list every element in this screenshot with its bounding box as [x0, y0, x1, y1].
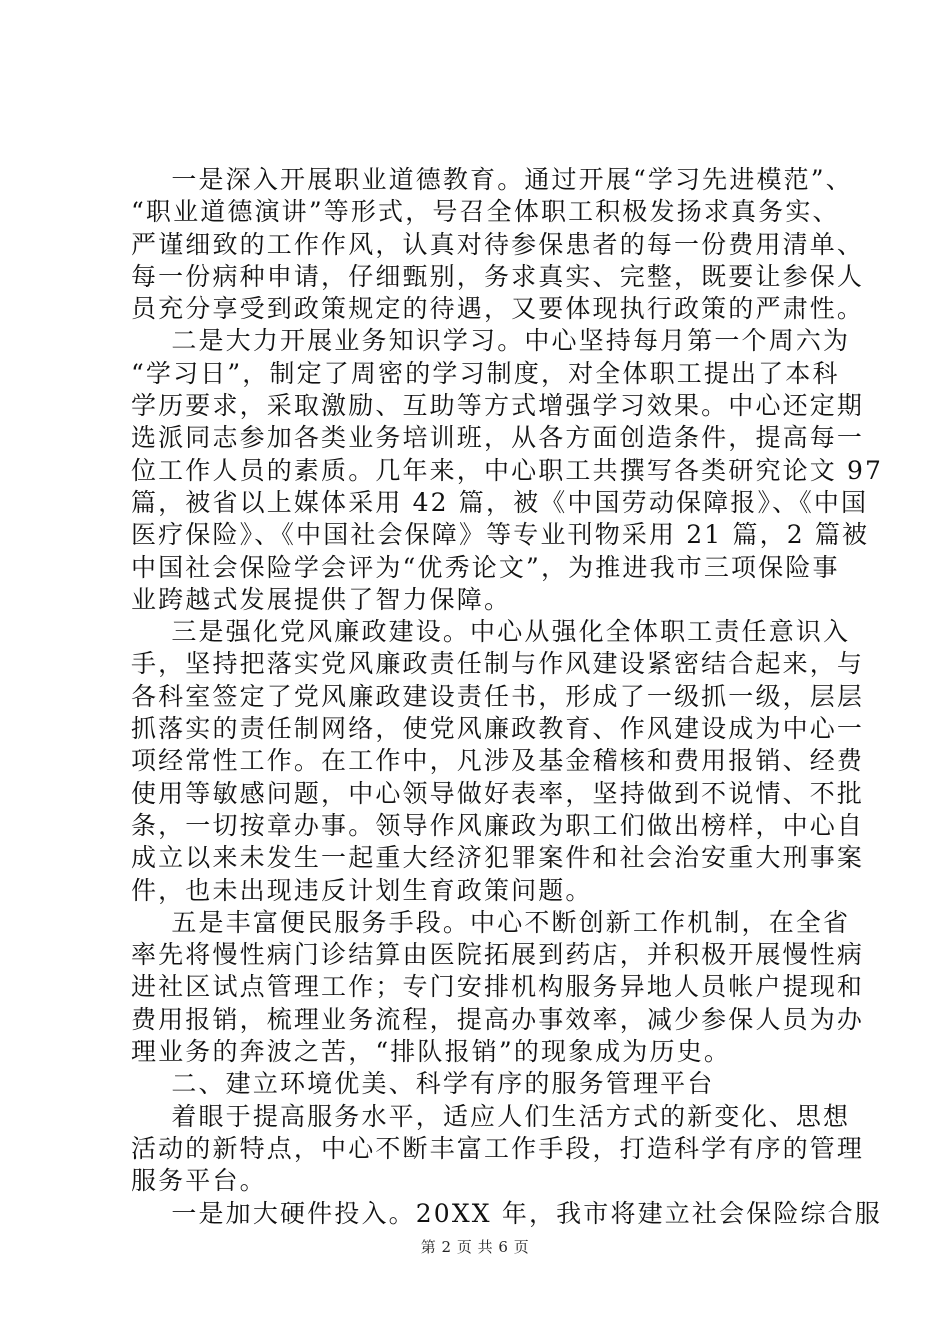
text-line: 费用报销，梳理业务流程，提高办事效率，减少参保人员为办	[131, 1004, 865, 1034]
text-line: 进社区试点管理工作；专门安排机构服务异地人员帐户提现和	[131, 972, 865, 1002]
section-heading: 二、建立环境优美、科学有序的服务管理平台	[131, 1069, 715, 1099]
document-body	[131, 164, 884, 1230]
text-line: 着眼于提高服务水平，适应人们生活方式的新变化、思想	[131, 1101, 851, 1131]
text-line: 医疗保险》、《中国社会保障》等专业刊物采用 21 篇，2 篇被	[131, 520, 870, 550]
text-line: 一是加大硬件投入。20XX 年，我市将建立社会保险综合服	[131, 1198, 882, 1228]
text-line: 篇，被省以上媒体采用 42 篇，被《中国劳动保障报》、《中国	[131, 487, 869, 517]
text-line: 学历要求，采取激励、互助等方式增强学习效果。中心还定期	[131, 391, 865, 421]
text-line: 二是大力开展业务知识学习。中心坚持每月第一个周六为	[131, 326, 851, 356]
text-line: 率先将慢性病门诊结算由医院拓展到药店，并积极开展慢性病	[131, 940, 865, 970]
text-line: 服务平台。	[131, 1166, 267, 1196]
text-line: 中国社会保险学会评为“优秀论文”，为推进我市三项保险事	[131, 552, 840, 582]
text-line: “职业道德演讲”等形式，号召全体职工积极发扬求真务实、	[131, 197, 840, 227]
text-line: 理业务的奔波之苦，“排队报销”的现象成为历史。	[131, 1037, 732, 1067]
text-line: 位工作人员的素质。几年来，中心职工共撰写各类研究论文 97	[131, 455, 884, 485]
text-line: 抓落实的责任制网络，使党风廉政教育、作风建设成为中心一	[131, 714, 865, 744]
text-line: “学习日”，制定了周密的学习制度，对全体职工提出了本科	[131, 358, 840, 388]
text-line: 项经常性工作。在工作中，凡涉及基金稽核和费用报销、经费	[131, 746, 865, 776]
text-line: 业跨越式发展提供了智力保障。	[131, 584, 512, 614]
page-number-footer: 第 2 页 共 6 页	[420, 1238, 530, 1256]
text-line: 件，也未出现违反计划生育政策问题。	[131, 875, 593, 905]
text-line: 使用等敏感问题，中心领导做好表率，坚持做到不说情、不批	[131, 778, 865, 808]
text-line: 严谨细致的工作作风，认真对待参保患者的每一份费用清单、	[131, 229, 865, 259]
text-line: 每一份病种申请，仔细甄别，务求真实、完整，既要让参保人	[131, 261, 865, 291]
text-line: 三是强化党风廉政建设。中心从强化全体职工责任意识入	[131, 617, 851, 647]
text-line: 员充分享受到政策规定的待遇，又要体现执行政策的严肃性。	[131, 294, 865, 324]
text-line: 选派同志参加各类业务培训班，从各方面创造条件，提高每一	[131, 423, 865, 453]
text-line: 五是丰富便民服务手段。中心不断创新工作机制，在全省	[131, 907, 851, 937]
text-line: 手，坚持把落实党风廉政责任制与作风建设紧密结合起来，与	[131, 649, 865, 679]
text-line: 各科室签定了党风廉政建设责任书，形成了一级抓一级，层层	[131, 681, 865, 711]
text-line: 活动的新特点，中心不断丰富工作手段，打造科学有序的管理	[131, 1133, 865, 1163]
text-line: 一是深入开展职业道德教育。通过开展“学习先进模范”、	[131, 165, 853, 194]
text-line: 条，一切按章办事。领导作风廉政为职工们做出榜样，中心自	[131, 810, 865, 840]
text-line: 成立以来未发生一起重大经济犯罪案件和社会治安重大刑事案	[131, 843, 865, 873]
